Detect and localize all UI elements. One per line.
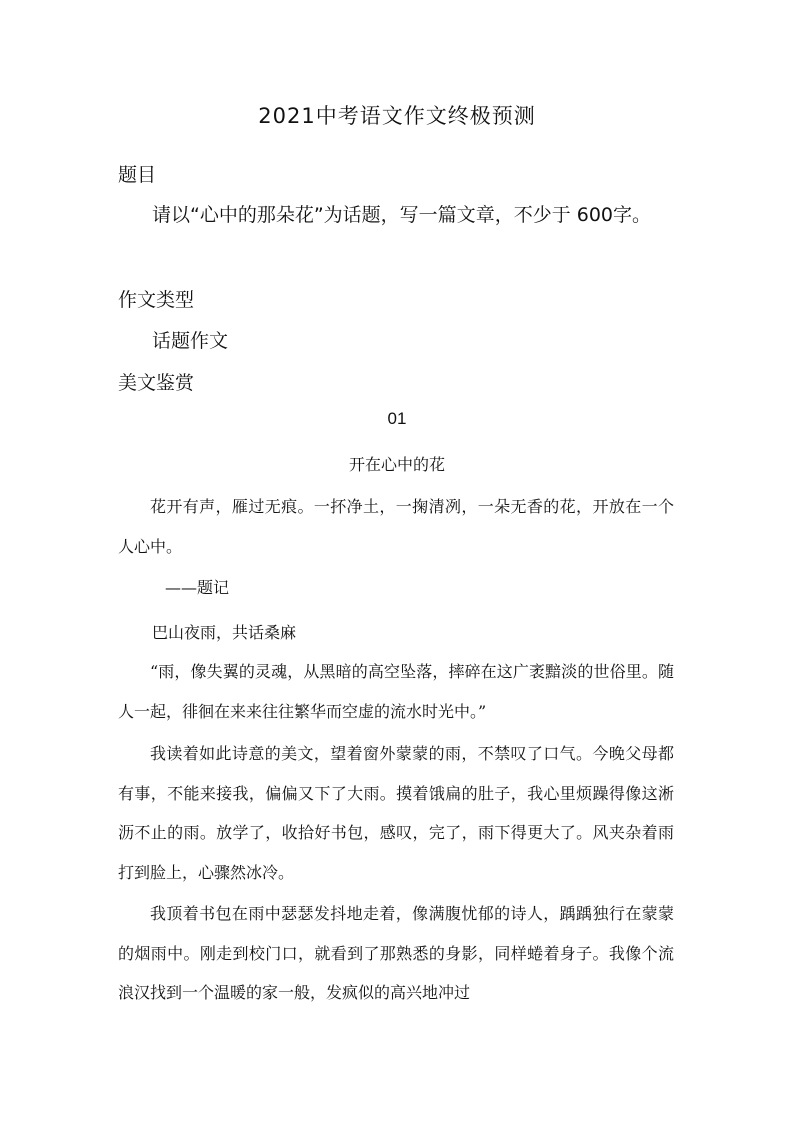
heading-essay-type: 作文类型 [118,289,195,311]
essay-number: 01 [387,409,407,428]
essay-type-value: 话题作文 [152,330,229,352]
paragraph-1: “雨，像失翼的灵魂，从黑暗的高空坠落，摔碎在这广袤黯淡的世俗里。随人一起，徘徊在来来往往繁华而空虚的流水时光中。” [118,662,674,721]
epigraph-source: ——题记 [165,578,230,597]
subheading: 巴山夜雨，共话桑麻 [152,623,297,642]
document-title: 2021中考语文作文终极预测 [258,104,536,128]
paragraph-3: 我顶着书包在雨中瑟瑟发抖地走着，像满腹忧郁的诗人，踽踽独行在蒙蒙的烟雨中。刚走到校门口，就看到了那熟悉的身影，同样蜷着身子。我像个流浪汉找到一个温暖的家一般，发疯似的高兴地冲过 [118,904,674,1002]
essay-title: 开在心中的花 [348,455,445,474]
heading-topic: 题目 [118,164,157,186]
paragraph-2: 我读着如此诗意的美文，望着窗外蒙蒙的雨，不禁叹了口气。今晚父母都有事，不能来接我，偏偏又下了大雨。摸着饿扁的肚子，我心里烦躁得像这淅沥不止的雨。放学了，收拾好书包，感叹，完了，雨下得更大了。风夹杂着雨打到脸上，心骤然冰冷。 [118,744,674,882]
essay-prompt: 请以“心中的那朵花”为话题，写一篇文章，不少于 600字。 [152,204,651,226]
heading-sample-essay: 美文鉴赏 [118,372,195,394]
epigraph: 花开有声，雁过无痕。一抔净土，一掬清冽，一朵无香的花，开放在一个人心中。 [118,497,674,556]
